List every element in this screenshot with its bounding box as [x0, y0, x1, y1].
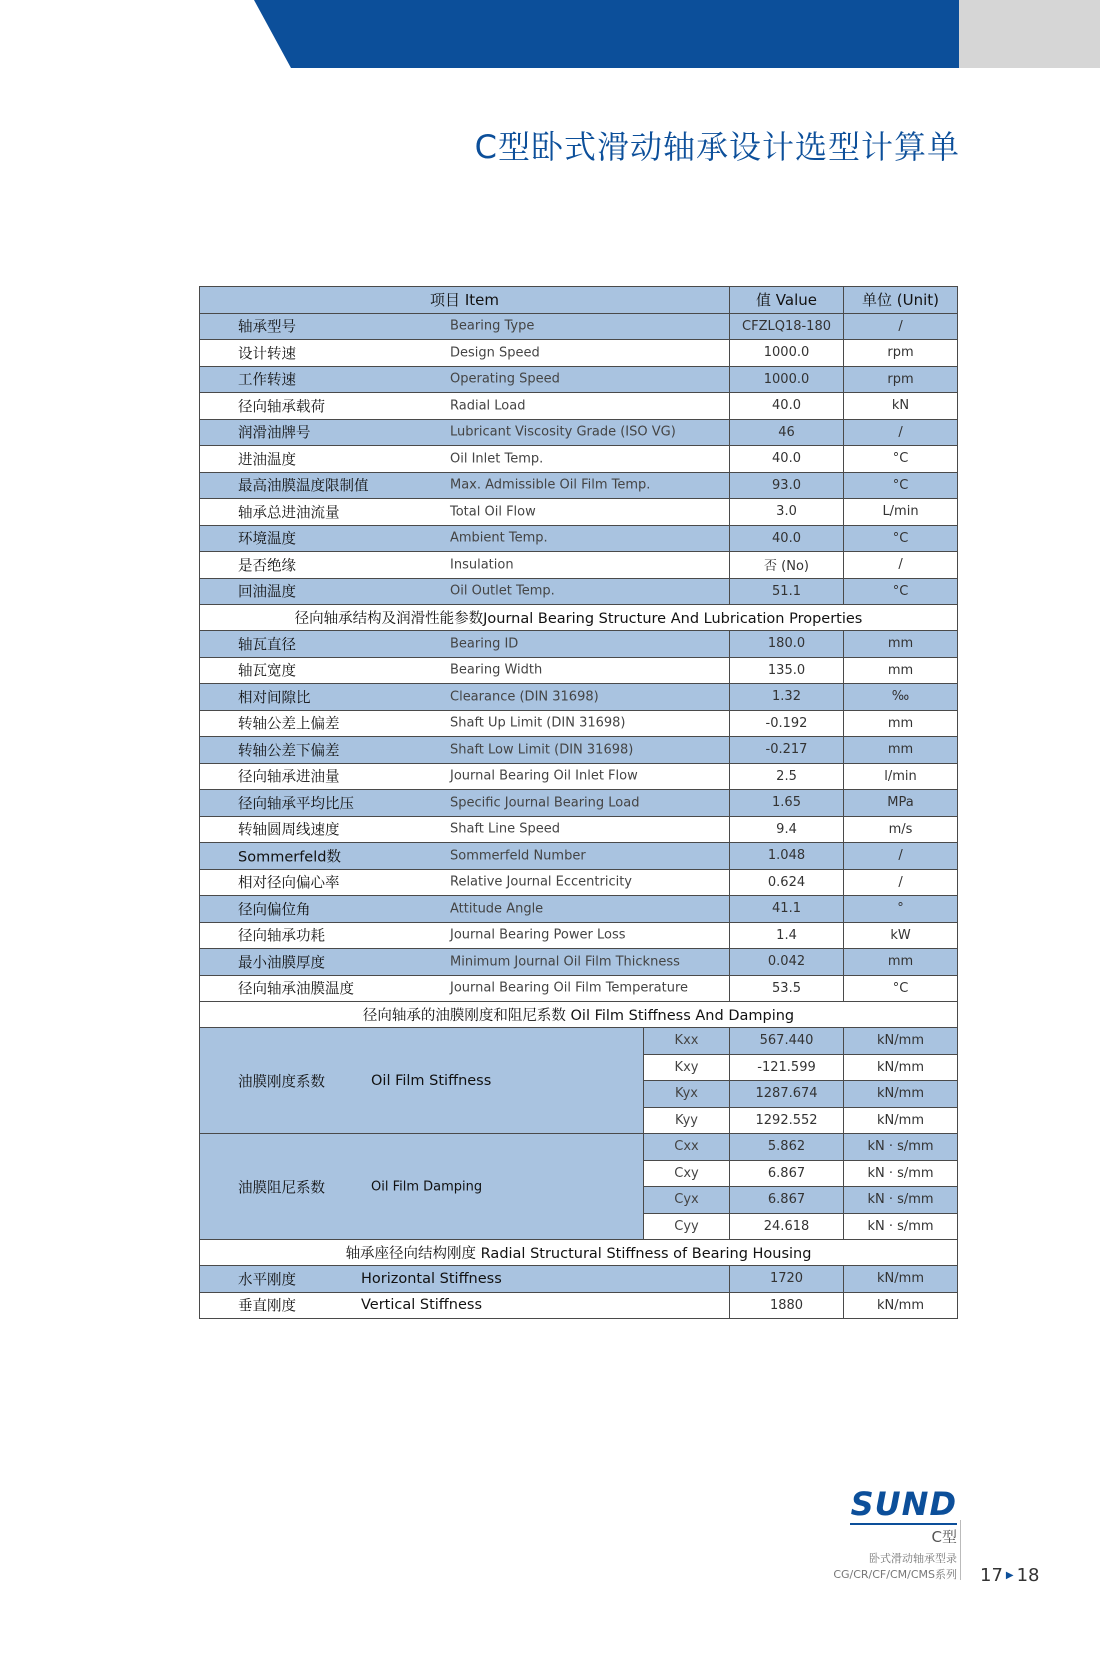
section-housing-title: 轴承座径向结构刚度 Radial Structural Stiffness of Bearing Housing	[200, 1240, 958, 1266]
coefficient-symbol: Kxy	[644, 1054, 730, 1081]
unit-cell: /	[844, 552, 958, 579]
item-name-en: Design Speed	[450, 345, 540, 361]
unit-cell: kW	[844, 922, 958, 949]
section-housing	[200, 1240, 958, 1266]
value-cell: 1.048	[730, 843, 844, 870]
unit-cell: /	[844, 843, 958, 870]
table-row	[200, 843, 958, 870]
value-cell: 24.618	[730, 1213, 844, 1240]
coefficient-symbol: Kyx	[644, 1081, 730, 1108]
item-name-en: Vertical Stiffness	[361, 1297, 483, 1314]
item-name-en: Bearing Width	[450, 662, 543, 678]
value-cell: 3.0	[730, 499, 844, 526]
item-cell	[200, 419, 730, 446]
coefficient-row	[200, 1134, 958, 1161]
item-cell	[200, 975, 730, 1002]
catalog-name: 卧式滑动轴承型录	[869, 1552, 957, 1565]
unit-cell: °C	[844, 446, 958, 473]
table-row	[200, 340, 958, 367]
item-cell	[200, 472, 730, 499]
item-name-zh: 润滑油牌号	[238, 425, 311, 442]
table-row	[200, 737, 958, 764]
item-name-zh: 轴承总进油流量	[238, 505, 340, 522]
item-name-en: Journal Bearing Oil Inlet Flow	[450, 768, 638, 784]
page-number-right: 18	[1016, 1565, 1040, 1586]
catalog-type: C型	[931, 1528, 957, 1546]
value-cell: 0.624	[730, 869, 844, 896]
item-name-zh: 垂直刚度	[238, 1298, 296, 1315]
table-row	[200, 710, 958, 737]
item-cell	[200, 1292, 730, 1319]
value-cell: 2.5	[730, 763, 844, 790]
coefficient-symbol: Cxy	[644, 1160, 730, 1187]
unit-cell: °C	[844, 525, 958, 552]
table-row	[200, 525, 958, 552]
item-name-en: Total Oil Flow	[450, 504, 536, 520]
item-cell	[200, 1266, 730, 1293]
item-cell	[200, 710, 730, 737]
item-name-en: Oil Inlet Temp.	[450, 451, 544, 467]
item-name-zh: 水平刚度	[238, 1272, 296, 1289]
item-name-en: Bearing Type	[450, 318, 535, 334]
item-name-en: Journal Bearing Power Loss	[450, 927, 626, 943]
table-row	[200, 763, 958, 790]
item-name-zh: 径向偏位角	[238, 902, 311, 919]
header-gray-band	[959, 0, 1100, 68]
unit-cell: kN/mm	[844, 1028, 958, 1055]
unit-cell: kN/mm	[844, 1054, 958, 1081]
item-name-zh: 相对径向偏心率	[238, 875, 340, 892]
item-name-en: Clearance (DIN 31698)	[450, 689, 599, 705]
page-title: C型卧式滑动轴承设计选型计算单	[474, 128, 960, 166]
value-cell: 135.0	[730, 657, 844, 684]
item-name-en: Operating Speed	[450, 371, 560, 387]
value-cell: 1000.0	[730, 366, 844, 393]
value-cell: 51.1	[730, 578, 844, 605]
item-cell	[200, 578, 730, 605]
item-name-zh: 回油温度	[238, 584, 296, 601]
item-name-en: Radial Load	[450, 398, 526, 414]
item-cell	[200, 366, 730, 393]
item-name-en: Shaft Line Speed	[450, 821, 561, 837]
value-cell: 46	[730, 419, 844, 446]
item-name-zh: 工作转速	[238, 372, 296, 389]
item-name-en: Bearing ID	[450, 636, 519, 652]
item-cell	[200, 816, 730, 843]
value-cell: -0.192	[730, 710, 844, 737]
value-cell: 9.4	[730, 816, 844, 843]
item-cell	[200, 446, 730, 473]
unit-cell: /	[844, 869, 958, 896]
coefficient-symbol: Cxx	[644, 1134, 730, 1161]
catalog-series: CG/CR/CF/CM/CMS系列	[833, 1568, 957, 1581]
header-item: 项目 Item	[200, 287, 730, 314]
item-name-zh: 环境温度	[238, 531, 296, 548]
item-name-zh: 相对间隙比	[238, 690, 311, 707]
item-name-zh: 最小油膜厚度	[238, 955, 325, 972]
group-name-zh: 油膜刚度系数	[238, 1074, 325, 1090]
value-cell: -121.599	[730, 1054, 844, 1081]
section-stiffness	[200, 1002, 958, 1028]
table-row	[200, 657, 958, 684]
value-cell: 5.862	[730, 1134, 844, 1161]
value-cell: 否 (No)	[730, 552, 844, 579]
unit-cell: m/s	[844, 816, 958, 843]
unit-cell: °	[844, 896, 958, 923]
item-cell	[200, 525, 730, 552]
item-name-en: Shaft Up Limit (DIN 31698)	[450, 715, 626, 731]
item-name-zh: 径向轴承进油量	[238, 769, 340, 786]
value-cell: 6.867	[730, 1160, 844, 1187]
unit-cell: kN/mm	[844, 1081, 958, 1108]
table-row	[200, 975, 958, 1002]
value-cell: CFZLQ18-180	[730, 313, 844, 340]
item-name-en: Journal Bearing Oil Film Temperature	[450, 980, 689, 996]
table-row	[200, 869, 958, 896]
unit-cell: rpm	[844, 366, 958, 393]
item-name-en: Horizontal Stiffness	[361, 1270, 502, 1287]
damping-group-cell	[200, 1134, 644, 1240]
item-name-zh: 径向轴承平均比压	[238, 796, 354, 813]
header-blue-band	[254, 0, 959, 68]
table-row	[200, 366, 958, 393]
unit-cell: °C	[844, 472, 958, 499]
item-cell	[200, 922, 730, 949]
section-journal	[200, 605, 958, 631]
unit-cell: kN · s/mm	[844, 1160, 958, 1187]
value-cell: 1.32	[730, 684, 844, 711]
section-stiffness-title: 径向轴承的油膜刚度和阻尼系数 Oil Film Stiffness And Damping	[200, 1002, 958, 1028]
item-name-zh: 最高油膜温度限制值	[238, 478, 369, 495]
section-journal-title: 径向轴承结构及润滑性能参数Journal Bearing Structure And Lubrication Properties	[200, 605, 958, 631]
table-row	[200, 472, 958, 499]
unit-cell: ‰	[844, 684, 958, 711]
value-cell: 41.1	[730, 896, 844, 923]
item-cell	[200, 552, 730, 579]
item-name-zh: 径向轴承油膜温度	[238, 981, 354, 998]
table-row	[200, 313, 958, 340]
page-arrow-icon: ▶	[1005, 1570, 1014, 1581]
item-name-zh: 径向轴承载荷	[238, 399, 325, 416]
table-row	[200, 1266, 958, 1293]
table-row	[200, 949, 958, 976]
item-cell	[200, 657, 730, 684]
unit-cell: kN · s/mm	[844, 1187, 958, 1214]
value-cell: -0.217	[730, 737, 844, 764]
footer-rule	[850, 1523, 957, 1525]
item-name-zh: 设计转速	[238, 346, 296, 363]
item-cell	[200, 313, 730, 340]
header-value: 值 Value	[730, 287, 844, 314]
stiffness-group-cell	[200, 1028, 644, 1134]
unit-cell: /	[844, 419, 958, 446]
item-name-zh: 转轴圆周线速度	[238, 822, 340, 839]
value-cell: 53.5	[730, 975, 844, 1002]
unit-cell: rpm	[844, 340, 958, 367]
value-cell: 6.867	[730, 1187, 844, 1214]
coefficient-symbol: Cyx	[644, 1187, 730, 1214]
table-row	[200, 896, 958, 923]
item-cell	[200, 763, 730, 790]
unit-cell: MPa	[844, 790, 958, 817]
item-cell	[200, 393, 730, 420]
unit-cell: kN/mm	[844, 1292, 958, 1319]
unit-cell: /	[844, 313, 958, 340]
item-name-zh: 进油温度	[238, 452, 296, 469]
unit-cell: °C	[844, 578, 958, 605]
value-cell: 567.440	[730, 1028, 844, 1055]
item-name-zh: Sommerfeld数	[238, 849, 341, 866]
table-header-row	[200, 287, 958, 314]
value-cell: 40.0	[730, 393, 844, 420]
item-name-en: Attitude Angle	[450, 901, 544, 917]
group-name-en: Oil Film Stiffness	[371, 1072, 492, 1089]
unit-cell: kN · s/mm	[844, 1134, 958, 1161]
item-cell	[200, 340, 730, 367]
coefficient-row	[200, 1028, 958, 1055]
table-row	[200, 684, 958, 711]
table-row	[200, 499, 958, 526]
table-row	[200, 393, 958, 420]
item-cell	[200, 843, 730, 870]
item-cell	[200, 499, 730, 526]
coefficient-symbol: Kxx	[644, 1028, 730, 1055]
item-name-zh: 轴瓦直径	[238, 637, 296, 654]
item-name-en: Ambient Temp.	[450, 530, 548, 546]
value-cell: 1880	[730, 1292, 844, 1319]
unit-cell: mm	[844, 949, 958, 976]
item-cell	[200, 790, 730, 817]
unit-cell: l/min	[844, 763, 958, 790]
header-unit: 单位 (Unit)	[844, 287, 958, 314]
item-name-en: Minimum Journal Oil Film Thickness	[450, 954, 680, 970]
item-cell	[200, 737, 730, 764]
item-name-en: Sommerfeld Number	[450, 848, 586, 864]
item-name-en: Shaft Low Limit (DIN 31698)	[450, 742, 634, 758]
item-name-en: Oil Outlet Temp.	[450, 583, 555, 599]
item-name-en: Max. Admissible Oil Film Temp.	[450, 477, 651, 493]
table-row	[200, 922, 958, 949]
item-name-zh: 轴瓦宽度	[238, 663, 296, 680]
value-cell: 180.0	[730, 631, 844, 658]
sund-logo: SUND	[850, 1485, 957, 1523]
item-name-zh: 径向轴承功耗	[238, 928, 325, 945]
item-name-zh: 是否绝缘	[238, 558, 296, 575]
unit-cell: mm	[844, 657, 958, 684]
item-cell	[200, 631, 730, 658]
unit-cell: mm	[844, 710, 958, 737]
value-cell: 1292.552	[730, 1107, 844, 1134]
page-number-left: 17	[980, 1565, 1003, 1586]
table-row	[200, 1292, 958, 1319]
value-cell: 1720	[730, 1266, 844, 1293]
item-cell	[200, 684, 730, 711]
calculation-table	[199, 286, 958, 1319]
table-row	[200, 446, 958, 473]
group-name-zh: 油膜阻尼系数	[238, 1180, 325, 1196]
table-row	[200, 419, 958, 446]
item-cell	[200, 869, 730, 896]
item-cell	[200, 949, 730, 976]
value-cell: 40.0	[730, 525, 844, 552]
unit-cell: mm	[844, 737, 958, 764]
value-cell: 93.0	[730, 472, 844, 499]
unit-cell: L/min	[844, 499, 958, 526]
item-name-zh: 转轴公差上偏差	[238, 716, 340, 733]
item-name-zh: 轴承型号	[238, 319, 296, 336]
table-row	[200, 631, 958, 658]
unit-cell: kN/mm	[844, 1107, 958, 1134]
unit-cell: kN · s/mm	[844, 1213, 958, 1240]
item-name-en: Insulation	[450, 557, 514, 573]
page-number	[980, 1565, 1040, 1586]
footer-divider	[960, 1520, 961, 1580]
value-cell: 1.4	[730, 922, 844, 949]
item-name-en: Lubricant Viscosity Grade (ISO VG)	[450, 424, 676, 440]
item-cell	[200, 896, 730, 923]
group-name-en: Oil Film Damping	[371, 1179, 483, 1194]
item-name-zh: 转轴公差下偏差	[238, 743, 340, 760]
unit-cell: kN	[844, 393, 958, 420]
unit-cell: mm	[844, 631, 958, 658]
item-name-en: Specific Journal Bearing Load	[450, 795, 640, 811]
value-cell: 0.042	[730, 949, 844, 976]
coefficient-symbol: Kyy	[644, 1107, 730, 1134]
table-row	[200, 552, 958, 579]
table-row	[200, 790, 958, 817]
value-cell: 1287.674	[730, 1081, 844, 1108]
unit-cell: °C	[844, 975, 958, 1002]
table-row	[200, 816, 958, 843]
value-cell: 1.65	[730, 790, 844, 817]
unit-cell: kN/mm	[844, 1266, 958, 1293]
coefficient-symbol: Cyy	[644, 1213, 730, 1240]
item-name-en: Relative Journal Eccentricity	[450, 874, 632, 890]
value-cell: 1000.0	[730, 340, 844, 367]
table-row	[200, 578, 958, 605]
value-cell: 40.0	[730, 446, 844, 473]
